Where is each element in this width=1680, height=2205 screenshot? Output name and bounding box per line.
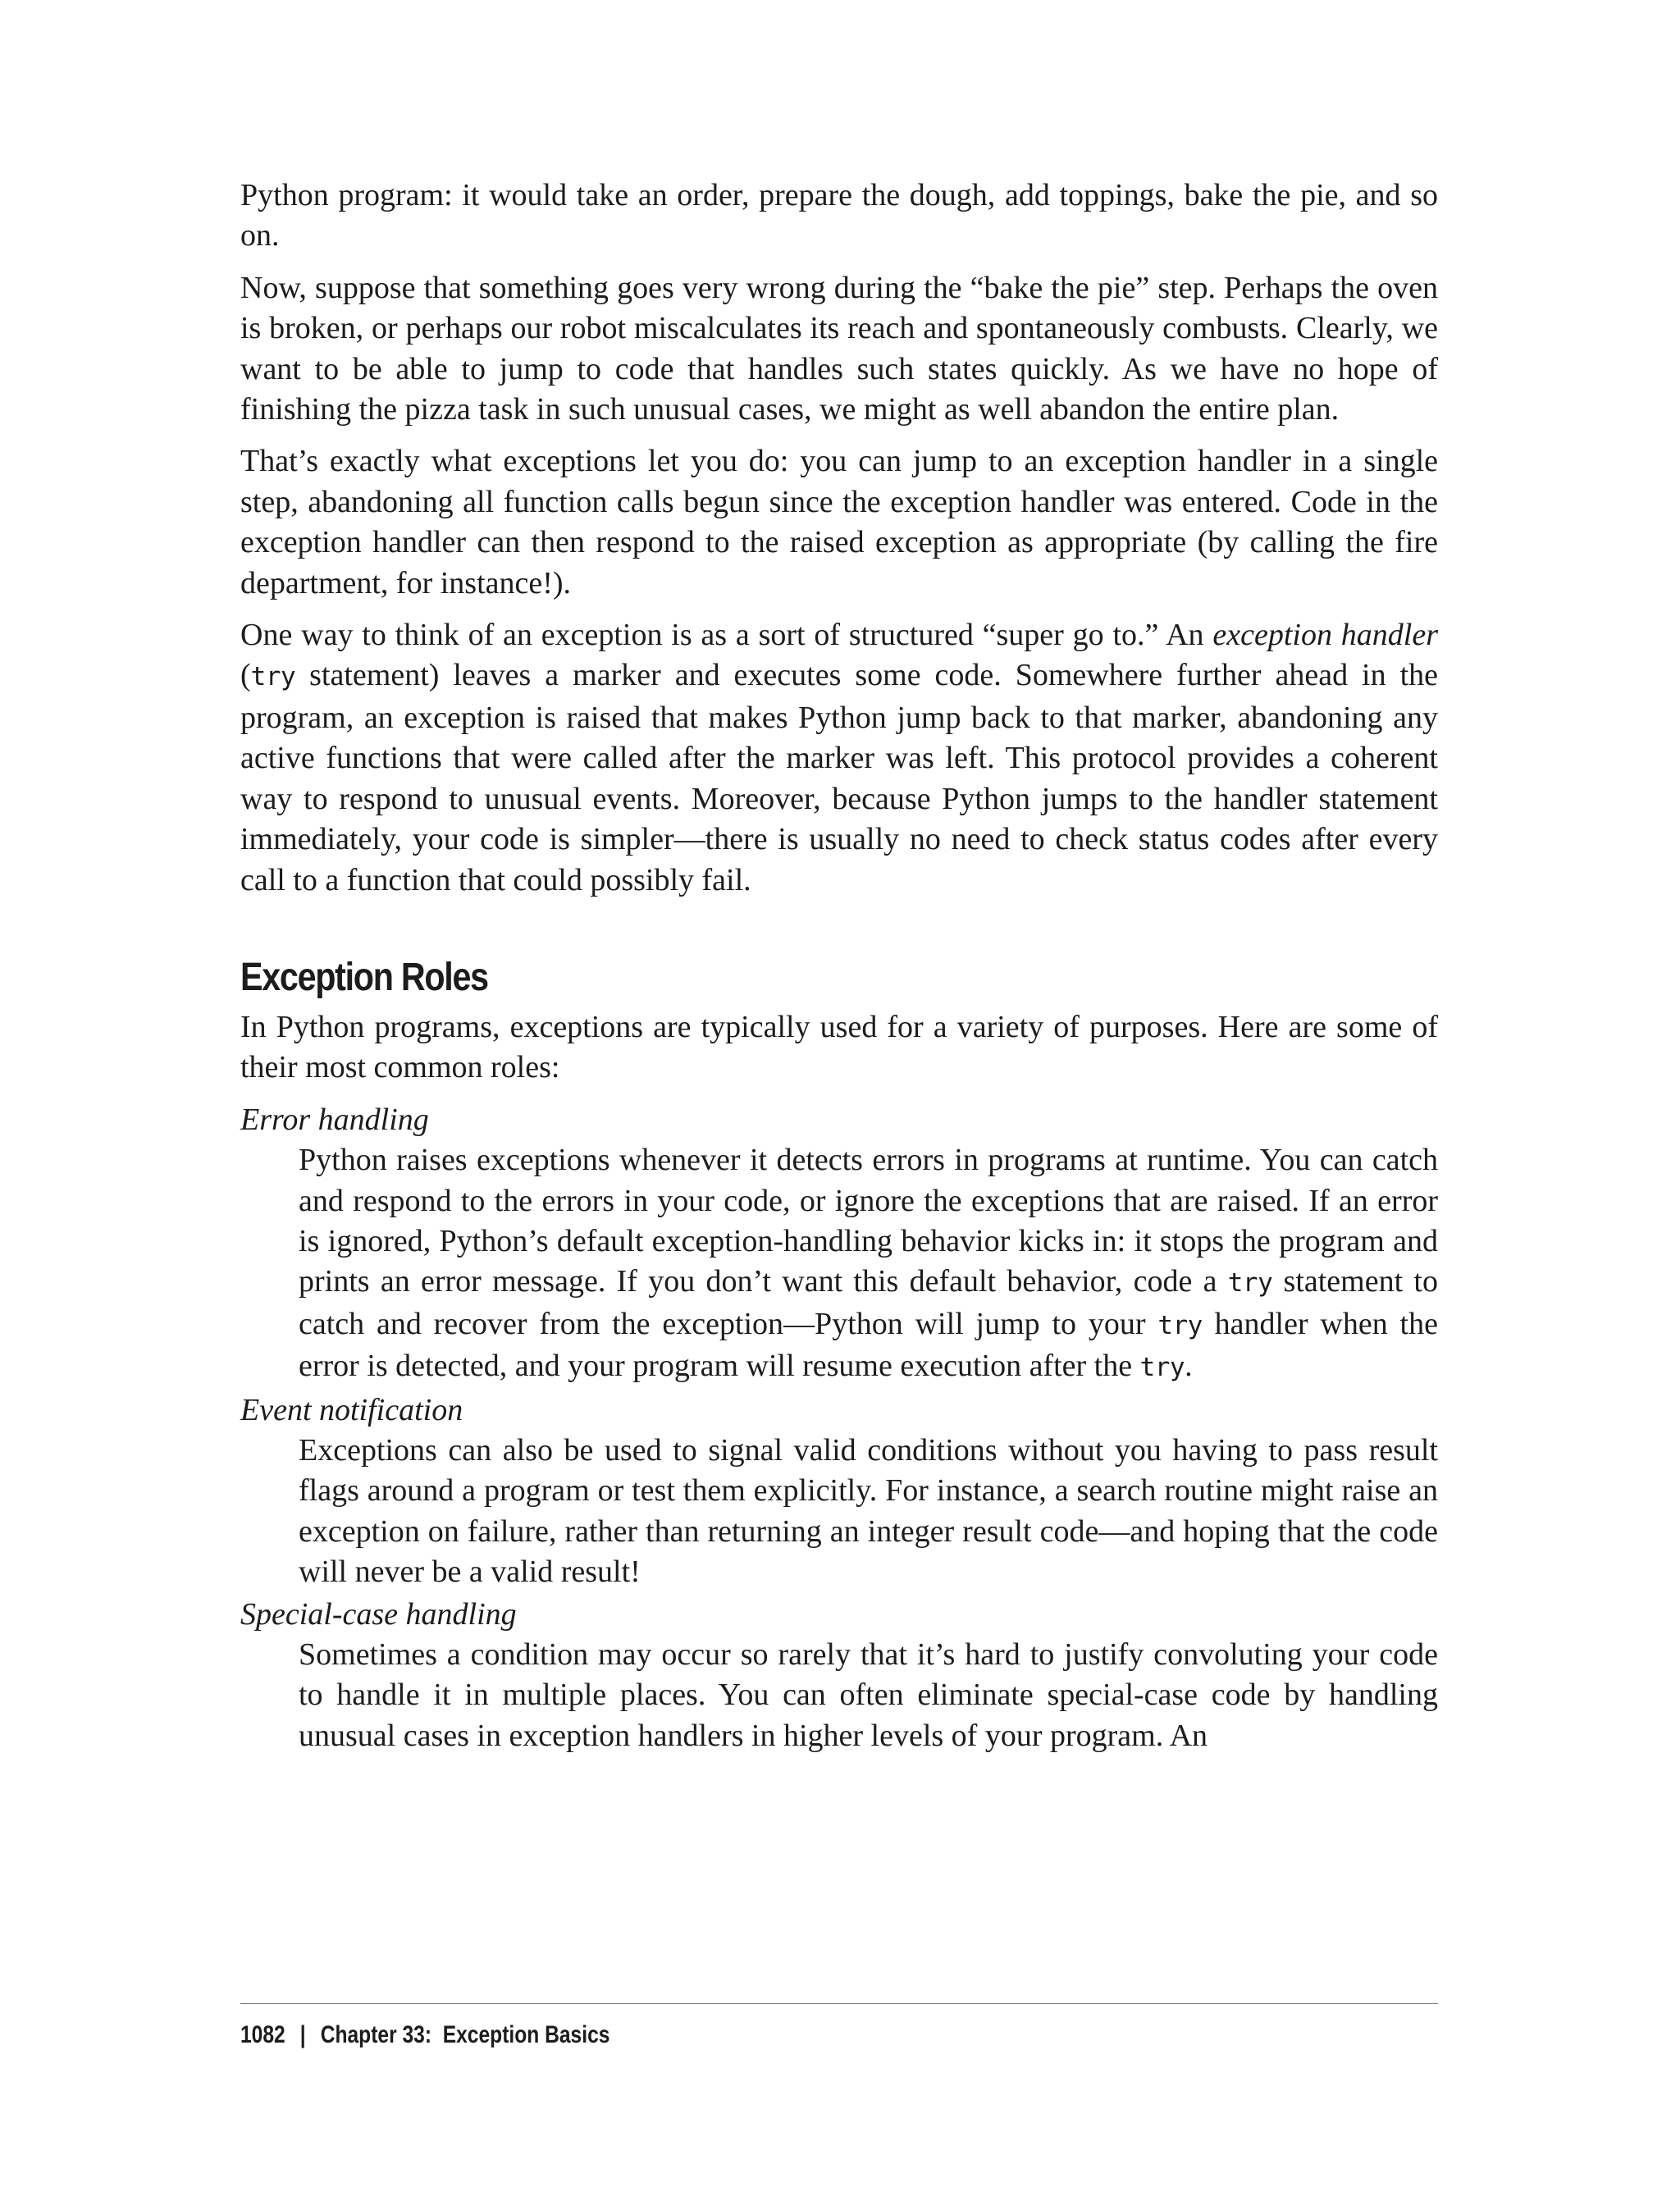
paragraph-2: Now, suppose that something goes very wrong during the “bake the pie” step. Perhaps the oven is broken, or perhaps our robot miscalculates its reach and spontaneously combusts. Clearly, we want to be able to jump to code that handles such states quickly. As we have no hope of finishing the pizza task in such unusual cases, we might as well abandon the entire plan.	[240, 270, 1438, 427]
code-try: try	[1139, 1353, 1185, 1383]
footer-separator: |	[299, 2021, 306, 2048]
term-exception-handler: exception handler	[1212, 618, 1439, 653]
role-desc-text: statement to catch and recover from the exception—Python will jump to your	[299, 1264, 1438, 1341]
role-desc-text: Python raises exceptions whenever it detects errors in programs at runtime. You can catch and respond to the errors in your code, or ignore the exceptions that are raised. If an error is ignored, Python’s default exception-handling behavior kicks in: it stops the program and prints an error message. If you don’t want this default behavior, code a	[299, 1143, 1438, 1299]
role-desc-text: handler when the error is detected, and your program will resume execution after the	[299, 1306, 1438, 1384]
page-footer	[240, 2003, 1438, 2052]
role-term-error-handling: Error handling	[240, 1102, 429, 1137]
chapter-title: Chapter 33: Exception Basics	[320, 2021, 610, 2048]
page-body	[240, 176, 1438, 1758]
code-try: try	[1157, 1310, 1203, 1340]
code-try: try	[1227, 1268, 1273, 1299]
role-term-special-case-handling: Special-case handling	[240, 1596, 517, 1632]
footer-line	[240, 2019, 1222, 2052]
paragraph-4-lead: One way to think of an exception is as a sort of structured “super go to.” An	[240, 618, 1213, 653]
paragraph-4-rest: statement) leaves a marker and executes some code. Somewhere further ahead in the program, an exception is raised that makes Python jump back to that marker, abandoning any active functions that were called after the marker was left. This protocol provides a coherent way to respond to unusual events. Moreover, because Python jumps to the handler statement immediately, your code is simpler—there is usually no need to check status codes after every call to a function that could possibly fail.	[240, 658, 1438, 897]
page-number: 1082	[240, 2021, 285, 2048]
section-intro: In Python programs, exceptions are typically used for a variety of purposes. Here are some of their most common roles:	[240, 1009, 1438, 1085]
role-desc-error-handling	[299, 1140, 1438, 1388]
section-heading: Exception Roles	[240, 955, 488, 999]
footer-divider	[240, 2003, 1438, 2004]
paragraph-4	[240, 615, 1438, 901]
paragraph-1: Python program: it would take an order, prepare the dough, add toppings, bake the pie, and so on.	[240, 178, 1438, 253]
role-desc-text: .	[1185, 1349, 1193, 1384]
paragraph-4-paren: (	[240, 658, 251, 693]
role-desc-special-case-handling: Sometimes a condition may occur so rarely that it’s hard to justify convoluting your code to handle it in multiple places. You can often eliminate special-case code by handling unusual cases in exception handlers in higher levels of your program. An	[299, 1637, 1438, 1753]
code-try: try	[250, 662, 296, 692]
role-term-event-notification: Event notification	[240, 1392, 463, 1427]
role-desc-event-notification: Exceptions can also be used to signal valid conditions without you having to pass result flags around a program or test them explicitly. For instance, a search routine might raise an exception on failure, rather than returning an integer result code—and hoping that the code will never be a valid result!	[299, 1432, 1438, 1590]
roles-list	[240, 1100, 1438, 1757]
paragraph-3: That’s exactly what exceptions let you do: you can jump to an exception handler in a single step, abandoning all function calls begun since the exception handler was entered. Code in the exception handler can then respond to the raised exception as appropriate (by calling the fire department, for instance!).	[240, 444, 1438, 600]
